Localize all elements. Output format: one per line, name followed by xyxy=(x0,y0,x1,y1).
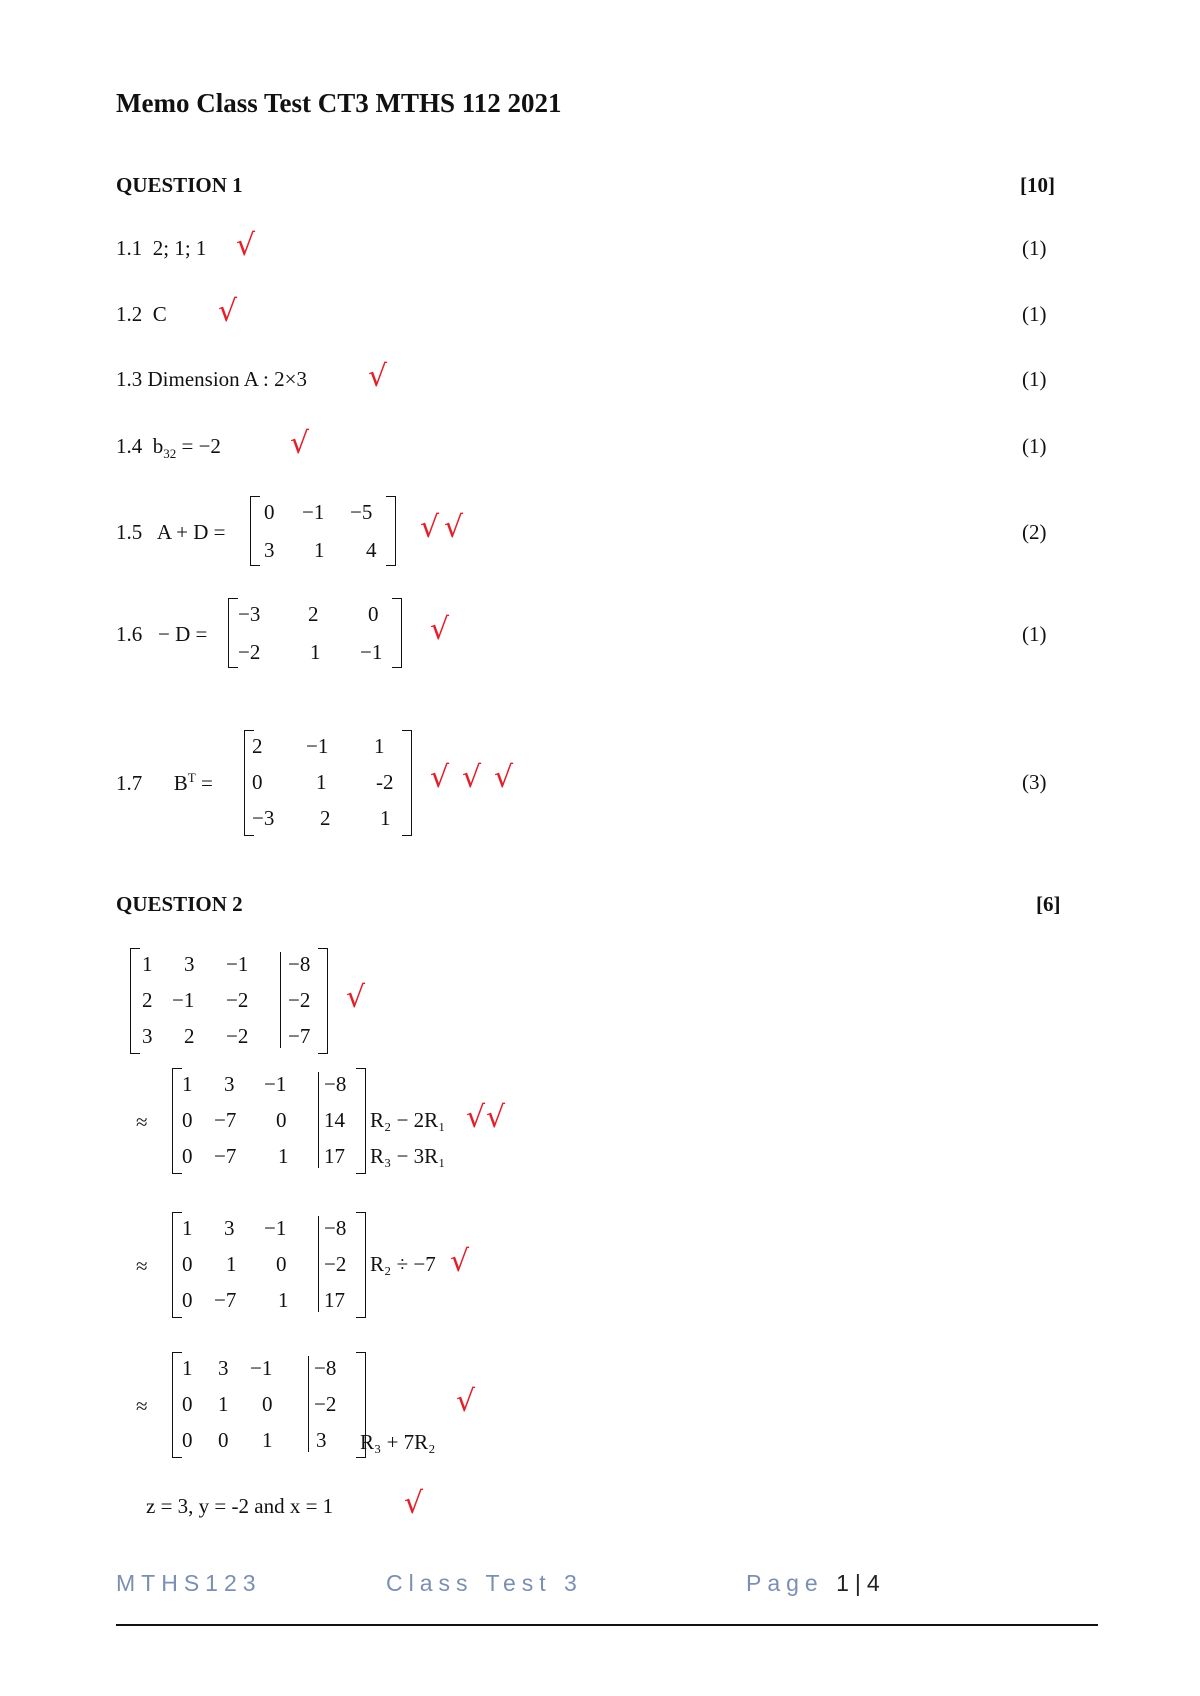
row-operation: R₂ − 2R₁ xyxy=(370,1108,446,1132)
matrix-cell: 2 xyxy=(184,1024,195,1048)
matrix-cell: 1 xyxy=(262,1428,273,1452)
item-1-3 xyxy=(116,367,307,392)
item-subscript: 32 xyxy=(163,446,177,462)
matrix-cell: −2 xyxy=(314,1392,337,1416)
matrix-cell: −8 xyxy=(324,1216,347,1240)
bracket-right xyxy=(386,496,396,566)
matrix-cell: 1 xyxy=(380,806,391,830)
item-marks: (1) xyxy=(1022,434,1047,458)
matrix-cell: −2 xyxy=(288,988,311,1012)
item-marks: (1) xyxy=(1022,622,1047,646)
matrix-cell: −1 xyxy=(264,1216,287,1240)
item-label: − D = xyxy=(158,622,208,646)
matrix-cell: 3 xyxy=(316,1428,327,1452)
tick-icon: √ xyxy=(430,612,450,647)
matrix-cell: 1 xyxy=(182,1356,193,1380)
item-marks: (1) xyxy=(1022,367,1047,391)
item-marks: (1) xyxy=(1022,236,1047,260)
matrix-cell: 0 xyxy=(182,1108,193,1132)
matrix-cell: −1 xyxy=(360,640,383,664)
approx-symbol: ≈ xyxy=(136,1110,148,1134)
tick-icon: √ xyxy=(218,294,238,329)
matrix-cell: 1 xyxy=(310,640,321,664)
matrix-cell: 0 xyxy=(182,1252,193,1276)
bracket-left xyxy=(130,948,140,1054)
matrix-cell: 1 xyxy=(316,770,327,794)
matrix-cell: 0 xyxy=(218,1428,229,1452)
matrix-cell: 0 xyxy=(262,1392,273,1416)
item-label: A + D = xyxy=(156,520,226,544)
item-label-base: B xyxy=(173,771,188,795)
question-2-heading: QUESTION 2 xyxy=(116,892,243,916)
tick-icon: √ xyxy=(466,1100,486,1135)
matrix-cell: −1 xyxy=(306,734,329,758)
matrix-cell: 17 xyxy=(324,1144,345,1168)
approx-symbol: ≈ xyxy=(136,1394,148,1418)
tick-icon: √ xyxy=(494,760,514,795)
footer-page-label: Page xyxy=(746,1570,824,1596)
augment-divider xyxy=(308,1356,309,1452)
matrix-cell: −3 xyxy=(238,602,261,626)
item-number: 1.1 xyxy=(116,236,143,260)
matrix-cell: 3 xyxy=(224,1216,235,1240)
tick-icon: √ xyxy=(404,1486,424,1521)
matrix-cell: −5 xyxy=(350,500,373,524)
item-label-sup: T xyxy=(187,770,196,785)
question-2-total: [6] xyxy=(1036,892,1061,916)
matrix-cell: 1 xyxy=(314,538,325,562)
bracket-right xyxy=(318,948,328,1054)
item-1-6 xyxy=(116,622,207,647)
tick-icon: √ xyxy=(430,760,450,795)
matrix-cell: −7 xyxy=(214,1108,237,1132)
matrix-cell: −7 xyxy=(214,1288,237,1312)
item-marks: (3) xyxy=(1022,770,1047,794)
matrix-cell: 0 xyxy=(182,1428,193,1452)
item-answer: C xyxy=(152,302,167,326)
matrix-cell: 1 xyxy=(142,952,153,976)
bracket-left xyxy=(172,1068,182,1174)
matrix-cell: 1 xyxy=(374,734,385,758)
item-number: 1.6 xyxy=(116,622,143,646)
matrix-cell: −2 xyxy=(226,1024,249,1048)
matrix-cell: 14 xyxy=(324,1108,345,1132)
matrix-cell: 0 xyxy=(276,1252,287,1276)
tick-icon: √ xyxy=(236,228,256,263)
footer-page-total: 4 xyxy=(866,1570,886,1596)
item-1-2 xyxy=(116,302,167,327)
row-operation: R₂ ÷ −7 xyxy=(370,1252,436,1276)
matrix-cell: 3 xyxy=(184,952,195,976)
bracket-right xyxy=(356,1068,366,1174)
tick-icon: √ xyxy=(462,760,482,795)
footer-page-separator: | xyxy=(854,1570,867,1596)
matrix-cell: 3 xyxy=(264,538,275,562)
augment-divider xyxy=(280,952,281,1048)
matrix-cell: 0 xyxy=(276,1108,287,1132)
bracket-left xyxy=(250,496,260,566)
matrix-cell: −8 xyxy=(314,1356,337,1380)
footer-page-indicator xyxy=(746,1570,886,1597)
matrix-cell: −7 xyxy=(214,1144,237,1168)
matrix-cell: −1 xyxy=(302,500,325,524)
tick-icon: √ xyxy=(450,1244,470,1279)
question-1-total: [10] xyxy=(1020,173,1055,197)
matrix-cell: 3 xyxy=(218,1356,229,1380)
matrix-cell: −7 xyxy=(288,1024,311,1048)
footer-page-number: 1 xyxy=(836,1570,855,1596)
augment-divider xyxy=(318,1072,319,1168)
tick-icon: √ xyxy=(346,980,366,1015)
matrix-cell: 1 xyxy=(182,1216,193,1240)
tick-icon: √ xyxy=(486,1100,506,1135)
item-marks: (1) xyxy=(1022,302,1047,326)
matrix-cell: −1 xyxy=(226,952,249,976)
question-1-heading: QUESTION 1 xyxy=(116,173,243,197)
matrix-cell: 2 xyxy=(308,602,319,626)
item-number: 1.7 xyxy=(116,771,143,795)
footer-test-name: Class Test 3 xyxy=(386,1570,583,1596)
augment-divider xyxy=(318,1216,319,1312)
matrix-cell: 3 xyxy=(224,1072,235,1096)
matrix-cell: −1 xyxy=(264,1072,287,1096)
matrix-cell: 1 xyxy=(182,1072,193,1096)
footer-course-code: MTHS123 xyxy=(116,1570,262,1596)
matrix-cell: −8 xyxy=(324,1072,347,1096)
matrix-cell: 2 xyxy=(320,806,331,830)
matrix-cell: −1 xyxy=(250,1356,273,1380)
matrix-cell: −1 xyxy=(172,988,195,1012)
tick-icon: √ xyxy=(420,510,440,545)
matrix-cell: 0 xyxy=(182,1144,193,1168)
item-answer: Dimension A : 2×3 xyxy=(147,367,307,391)
item-number: 1.4 xyxy=(116,434,143,458)
item-1-7 xyxy=(116,770,213,796)
row-operation: R₃ − 3R₁ xyxy=(370,1144,446,1168)
matrix-cell: −3 xyxy=(252,806,275,830)
bracket-left xyxy=(228,598,238,668)
item-answer: = −2 xyxy=(181,434,221,458)
bracket-left xyxy=(172,1212,182,1318)
tick-icon: √ xyxy=(456,1384,476,1419)
bracket-right xyxy=(356,1212,366,1318)
matrix-cell: −2 xyxy=(226,988,249,1012)
matrix-cell: 1 xyxy=(218,1392,229,1416)
item-number: 1.5 xyxy=(116,520,143,544)
item-1-1 xyxy=(116,236,206,261)
solution-line: z = 3, y = -2 and x = 1 xyxy=(146,1494,334,1518)
matrix-cell: 1 xyxy=(278,1144,289,1168)
page-title: Memo Class Test CT3 MTHS 112 2021 xyxy=(116,88,562,118)
item-1-5 xyxy=(116,520,225,545)
bracket-right xyxy=(392,598,402,668)
row-operation: R₃ + 7R₂ xyxy=(360,1430,436,1454)
footer-rule xyxy=(116,1624,1098,1626)
matrix-cell: −2 xyxy=(238,640,261,664)
item-answer: 2; 1; 1 xyxy=(152,236,207,260)
matrix-cell: 0 xyxy=(182,1288,193,1312)
tick-icon: √ xyxy=(368,359,388,394)
item-1-4 xyxy=(116,434,221,462)
item-label-eq: = xyxy=(200,771,213,795)
tick-icon: √ xyxy=(444,510,464,545)
item-number: 1.2 xyxy=(116,302,143,326)
matrix-cell: 17 xyxy=(324,1288,345,1312)
matrix-cell: 2 xyxy=(142,988,153,1012)
matrix-cell: 0 xyxy=(182,1392,193,1416)
matrix-cell: 2 xyxy=(252,734,263,758)
matrix-cell: −8 xyxy=(288,952,311,976)
item-marks: (2) xyxy=(1022,520,1047,544)
bracket-left xyxy=(172,1352,182,1458)
matrix-cell: 3 xyxy=(142,1024,153,1048)
bracket-right xyxy=(402,730,412,836)
matrix-cell: 0 xyxy=(252,770,263,794)
matrix-cell: 1 xyxy=(278,1288,289,1312)
tick-icon: √ xyxy=(290,426,310,461)
matrix-cell: −2 xyxy=(324,1252,347,1276)
item-variable: b xyxy=(152,434,164,458)
item-number: 1.3 xyxy=(116,367,143,391)
approx-symbol: ≈ xyxy=(136,1254,148,1278)
matrix-cell: 0 xyxy=(368,602,379,626)
matrix-cell: 0 xyxy=(264,500,275,524)
matrix-cell: 1 xyxy=(226,1252,237,1276)
matrix-cell: 4 xyxy=(366,538,377,562)
matrix-cell: -2 xyxy=(376,770,394,794)
